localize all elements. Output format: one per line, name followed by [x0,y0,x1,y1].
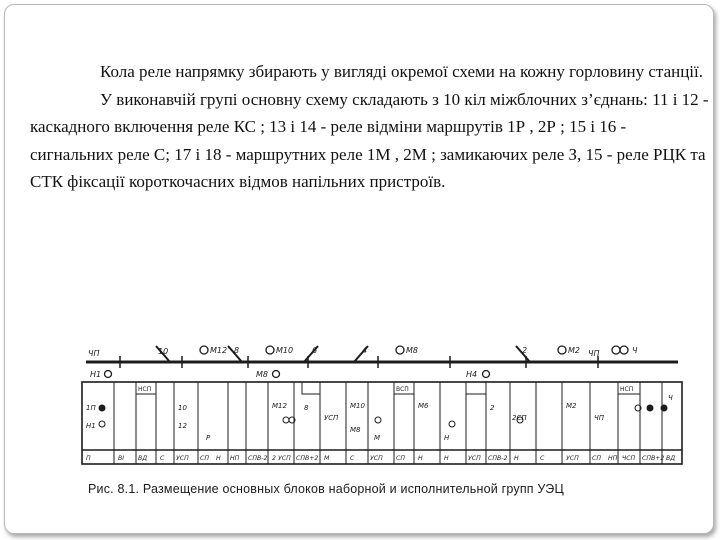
svg-text:ЧСП: ЧСП [622,455,636,462]
mid-label: М6 [418,402,429,410]
svg-text:СПВ-2: СПВ-2 [248,455,268,462]
svg-text:НП: НП [230,455,240,462]
track-label: М8 [256,370,268,379]
mid-label: Н [444,434,450,442]
mid-label: М2 [566,402,577,410]
svg-text:УСП: УСП [566,455,579,462]
scheme-diagram [78,336,698,476]
svg-text:СП: СП [200,455,209,462]
svg-text:УСП: УСП [468,455,481,462]
svg-text:УСП: УСП [278,455,291,462]
mid-label: 2СП [512,414,527,422]
svg-text:СПВ-2: СПВ-2 [488,455,508,462]
svg-text:УСП: УСП [370,455,383,462]
top-label: ЧП [88,349,100,358]
top-label: 10 [158,347,169,356]
svg-text:НП: НП [608,455,618,462]
top-label: М8 [406,346,418,355]
block-label: НСП [620,386,634,393]
mid-label: 10 [178,404,187,412]
block-table [82,382,682,464]
top-label: 4 [362,346,368,355]
top-labels [88,346,638,358]
svg-text:СП: СП [396,455,405,462]
svg-text:Н: Н [444,455,449,462]
top-label: М2 [568,346,580,355]
svg-text:ВД: ВД [138,455,148,462]
svg-text:ВД: ВД [666,455,676,462]
svg-text:ВI: ВI [118,455,125,462]
top-label: М12 [210,346,228,355]
body-text [30,58,710,196]
paragraph-2: У виконавчій групі основну схему складають з 10 кіл міжблочних з’єднань: 11 і 12 - каскадного включення реле КС ; 13 і 14 - реле відміни маршрутів 1Р , 2Р ; 15 і 16 - сигнальних реле С; 17 і 18 - маршрутних реле 1М , 2М ; замикаючих реле З, 15 - реле РЦК та СТК фіксації короткочасних відмов напільних пристроїв. [30,89,709,191]
svg-text:Н: Н [216,455,221,462]
svg-text:С: С [160,455,165,462]
top-label: ЧП [588,349,600,358]
mid-label: М8 [350,426,361,434]
svg-text:Н: Н [514,455,519,462]
svg-text:СП: СП [592,455,601,462]
svg-text:М: М [324,455,330,462]
mid-label: Ч [668,394,673,402]
top-label: 2 [522,346,528,355]
track-label: Н4 [466,370,478,379]
track-label: Н1 [90,370,102,379]
svg-text:Н: Н [418,455,423,462]
mid-label: Н1 [86,422,96,430]
svg-text:С: С [540,455,545,462]
figure-caption: Рис. 8.1. Размещение основных блоков наборной и исполнительной групп УЭЦ [88,482,564,496]
svg-text:СПВ+2: СПВ+2 [296,455,319,462]
block-label: НСП [138,386,152,393]
top-label: 8 [234,346,240,355]
upper-blocks [136,382,640,394]
mid-label: 12 [178,422,187,430]
top-label: 6 [312,346,318,355]
mid-label: Р [206,434,211,442]
top-label: М10 [276,346,294,355]
mid-label: М [374,434,381,442]
svg-text:П: П [86,455,91,462]
mid-label: ЧП [594,414,605,422]
svg-text:УСП: УСП [176,455,189,462]
svg-text:С: С [350,455,355,462]
svg-text:СПВ+2: СПВ+2 [642,455,665,462]
mid-label: 8 [304,404,309,412]
mid-label: М12 [272,402,287,410]
block-label: ВСП [396,386,409,393]
svg-text:2: 2 [272,455,276,462]
table-columns [114,382,665,464]
mid-label: УСП [324,414,339,422]
paragraph-1: Кола реле напрямку збирають у вигляді окремої схеми на кожну горловину станції. [100,62,704,81]
top-label: Ч [632,346,638,355]
mid-label: М10 [350,402,365,410]
track-labels [90,370,477,379]
mid-label: 2 [490,404,495,412]
mid-label: 1П [86,404,96,412]
